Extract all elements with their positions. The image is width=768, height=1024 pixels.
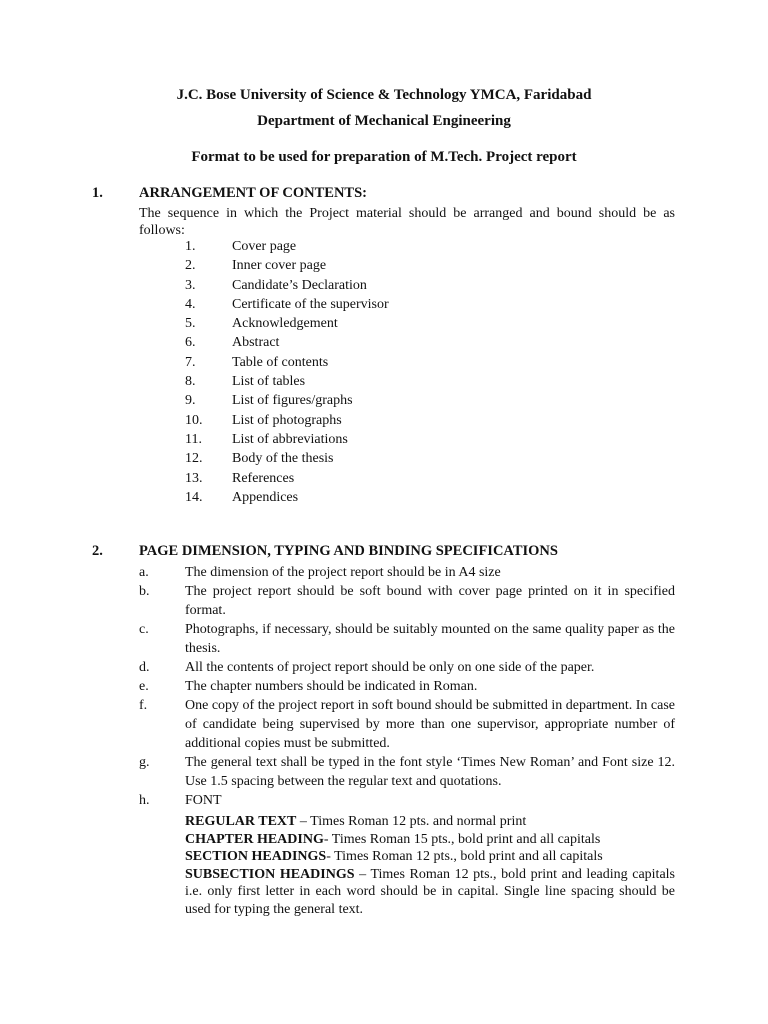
list-item <box>185 372 585 391</box>
section1-number: 1. <box>92 185 103 201</box>
item-letter: a. <box>139 565 149 580</box>
item-text: Cover page <box>232 239 297 254</box>
font-specifications <box>185 813 675 918</box>
list-item <box>139 696 675 753</box>
list-item <box>185 237 585 256</box>
item-text: Table of contents <box>232 354 329 370</box>
item-letter: d. <box>139 660 150 675</box>
list-item <box>185 333 585 352</box>
item-text: One copy of the project report in soft bound should be submitted in department. In case of candidate being supervised by more than one supervisor, appropriate number of additional copies must be submitted. <box>185 698 675 751</box>
list-item <box>139 753 675 791</box>
list-item <box>185 430 585 449</box>
item-number: 8. <box>185 374 196 390</box>
item-text: The project report should be soft bound with cover page printed on it in specified format. <box>185 584 675 618</box>
item-text: Abstract <box>232 335 280 351</box>
list-item <box>185 391 585 410</box>
list-item <box>185 256 585 275</box>
regular-text-label: REGULAR TEXT <box>185 814 297 829</box>
item-number: 2. <box>185 258 196 274</box>
list-item <box>185 295 585 314</box>
department-title: Department of Mechanical Engineering <box>257 113 511 129</box>
university-title: J.C. Bose University of Science & Technology YMCA, Faridabad <box>176 87 592 103</box>
item-letter: c. <box>139 622 149 637</box>
chapter-heading-spec <box>185 831 675 849</box>
list-item <box>139 563 675 582</box>
section-headings-desc: - Times Roman 12 pts., bold print and all capitals <box>326 849 603 864</box>
item-letter: e. <box>139 679 149 694</box>
item-number: 13. <box>185 470 203 486</box>
list-item <box>185 411 585 430</box>
specifications-list <box>139 563 675 810</box>
item-text: Inner cover page <box>232 258 327 274</box>
item-text: List of photographs <box>232 412 342 428</box>
item-letter: f. <box>139 698 148 713</box>
item-number: 11. <box>185 431 202 447</box>
item-text: Body of the thesis <box>232 451 334 467</box>
chapter-heading-desc: - Times Roman 15 pts., bold print and all capitals <box>323 831 601 847</box>
list-item <box>185 353 585 372</box>
subsection-headings-spec <box>185 866 675 919</box>
section2-number: 2. <box>92 543 103 559</box>
item-number: 12. <box>185 451 203 467</box>
item-letter: b. <box>139 584 150 599</box>
list-item <box>139 677 675 696</box>
item-letter: g. <box>139 755 150 770</box>
regular-text-desc: – Times Roman 12 pts. and normal print <box>296 814 527 829</box>
item-text: List of tables <box>232 374 306 390</box>
item-text: References <box>232 470 295 486</box>
section1-intro: The sequence in which the Project material should be arranged and bound should be as follows: <box>139 206 675 238</box>
section-headings-spec <box>185 848 675 866</box>
list-item <box>139 620 675 658</box>
item-text: Certificate of the supervisor <box>232 296 389 312</box>
item-number: 7. <box>185 354 196 370</box>
item-number: 3. <box>185 277 196 293</box>
item-number: 9. <box>185 393 196 409</box>
item-number: 14. <box>185 489 203 505</box>
list-item <box>139 791 675 810</box>
list-item <box>185 488 585 507</box>
item-number: 10. <box>185 412 203 428</box>
section2-title: PAGE DIMENSION, TYPING AND BINDING SPECIFICATIONS <box>139 543 558 559</box>
chapter-heading-label: CHAPTER HEADING <box>185 831 324 847</box>
list-item <box>139 582 675 620</box>
item-number: 6. <box>185 335 196 351</box>
item-text: Appendices <box>232 489 299 505</box>
list-item <box>185 449 585 468</box>
item-text: FONT <box>185 793 222 808</box>
item-text: All the contents of project report should be only on one side of the paper. <box>185 660 595 675</box>
item-number: 4. <box>185 296 196 312</box>
subsection-headings-label: SUBSECTION HEADINGS <box>185 866 355 882</box>
section-headings-label: SECTION HEADINGS <box>185 849 327 864</box>
document-title: Format to be used for preparation of M.Tech. Project report <box>191 149 577 165</box>
item-text: List of figures/graphs <box>232 393 353 409</box>
list-item <box>139 658 675 677</box>
item-text: Acknowledgement <box>232 316 338 332</box>
item-text: Candidate’s Declaration <box>232 277 367 293</box>
item-text: The general text shall be typed in the font style ‘Times New Roman’ and Font size 12. Use 1.5 spacing between the regular text and quotations. <box>185 755 675 789</box>
item-text: The chapter numbers should be indicated in Roman. <box>185 679 478 694</box>
contents-list <box>185 237 585 507</box>
subsection-headings-desc: – Times Roman 12 pts., bold print and leading capitals i.e. only first letter in each word should be in capital. Single line spacing should be used for typing the general text. <box>185 866 675 917</box>
item-number: 1. <box>185 239 196 254</box>
section1-title: ARRANGEMENT OF CONTENTS: <box>139 185 367 201</box>
item-text: Photographs, if necessary, should be suitably mounted on the same quality paper as the thesis. <box>185 622 675 656</box>
list-item <box>185 276 585 295</box>
item-text: List of abbreviations <box>232 431 348 447</box>
list-item <box>185 469 585 488</box>
item-letter: h. <box>139 793 150 808</box>
regular-text-spec <box>185 813 675 831</box>
item-text: The dimension of the project report should be in A4 size <box>185 565 501 580</box>
item-number: 5. <box>185 316 196 332</box>
list-item <box>185 314 585 333</box>
